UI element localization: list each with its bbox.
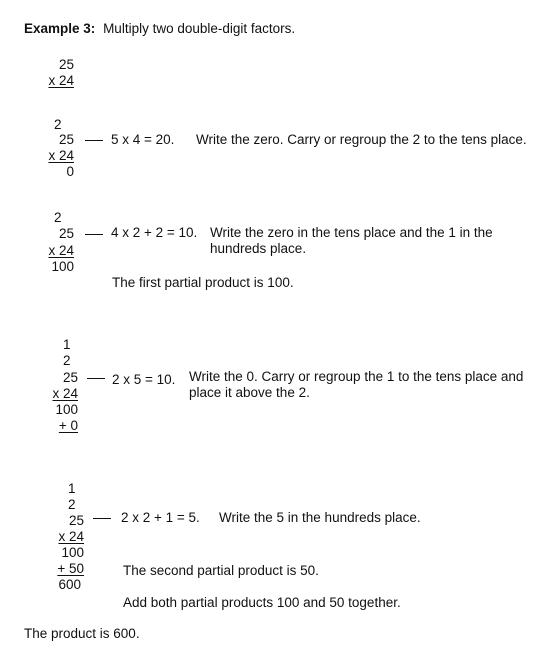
factor-bottom: x 24 [48,73,74,88]
carry-top-digit: 1 [63,337,71,352]
step-note: Add both partial products 100 and 50 together. [123,595,401,610]
factor-top: 25 [58,57,74,72]
connector-dash [85,234,103,235]
connector-dash [93,518,111,519]
partial-result: 0 [66,164,74,179]
step-equation: 4 x 2 + 2 = 10. [111,225,198,240]
step-equation: 2 x 5 = 10. [112,372,176,387]
factor-top: 25 [58,226,74,241]
step-note: The second partial product is 50. [123,563,319,578]
carry-digit: 2 [54,117,62,132]
connector-dash [87,378,105,379]
factor-bottom: x 24 [52,386,78,401]
factor-bottom: x 24 [58,529,84,544]
partial-result: 100 [51,259,74,274]
factor-top: 25 [68,513,84,528]
step-equation: 5 x 4 = 20. [111,132,175,147]
factor-bottom: x 24 [48,148,74,163]
second-partial-product: + 0 [58,418,78,433]
factor-bottom: x 24 [48,243,74,258]
step-explanation: Write the zero. Carry or regroup the 2 to the tens place. [196,132,527,147]
step-explanation-line2: place it above the 2. [189,385,310,400]
example-description: Multiply two double-digit factors. [103,21,296,36]
step-explanation-line1: Write the 0. Carry or regroup the 1 to the tens place and [189,369,524,384]
step-equation: 2 x 2 + 1 = 5. [121,510,200,525]
step-note: The first partial product is 100. [112,275,294,290]
conclusion-text: The product is 600. [24,626,140,641]
connector-dash [85,140,103,141]
first-partial-product: 100 [55,402,78,417]
second-partial-product: + 50 [57,561,84,576]
example-label: Example 3: [24,21,96,36]
final-product: 600 [58,577,81,592]
carry-digit: 2 [54,210,62,225]
carry-digit: 2 [63,353,71,368]
step-explanation: Write the 5 in the hundreds place. [219,510,421,525]
carry-digit: 2 [68,497,76,512]
example-title [24,21,295,37]
step-explanation-line2: hundreds place. [210,241,307,256]
first-partial-product: 100 [61,545,84,560]
step-explanation-line1: Write the zero in the tens place and the 1 in the [210,225,493,240]
factor-top: 25 [62,370,78,385]
factor-top: 25 [58,132,74,147]
carry-top-digit: 1 [68,481,76,496]
